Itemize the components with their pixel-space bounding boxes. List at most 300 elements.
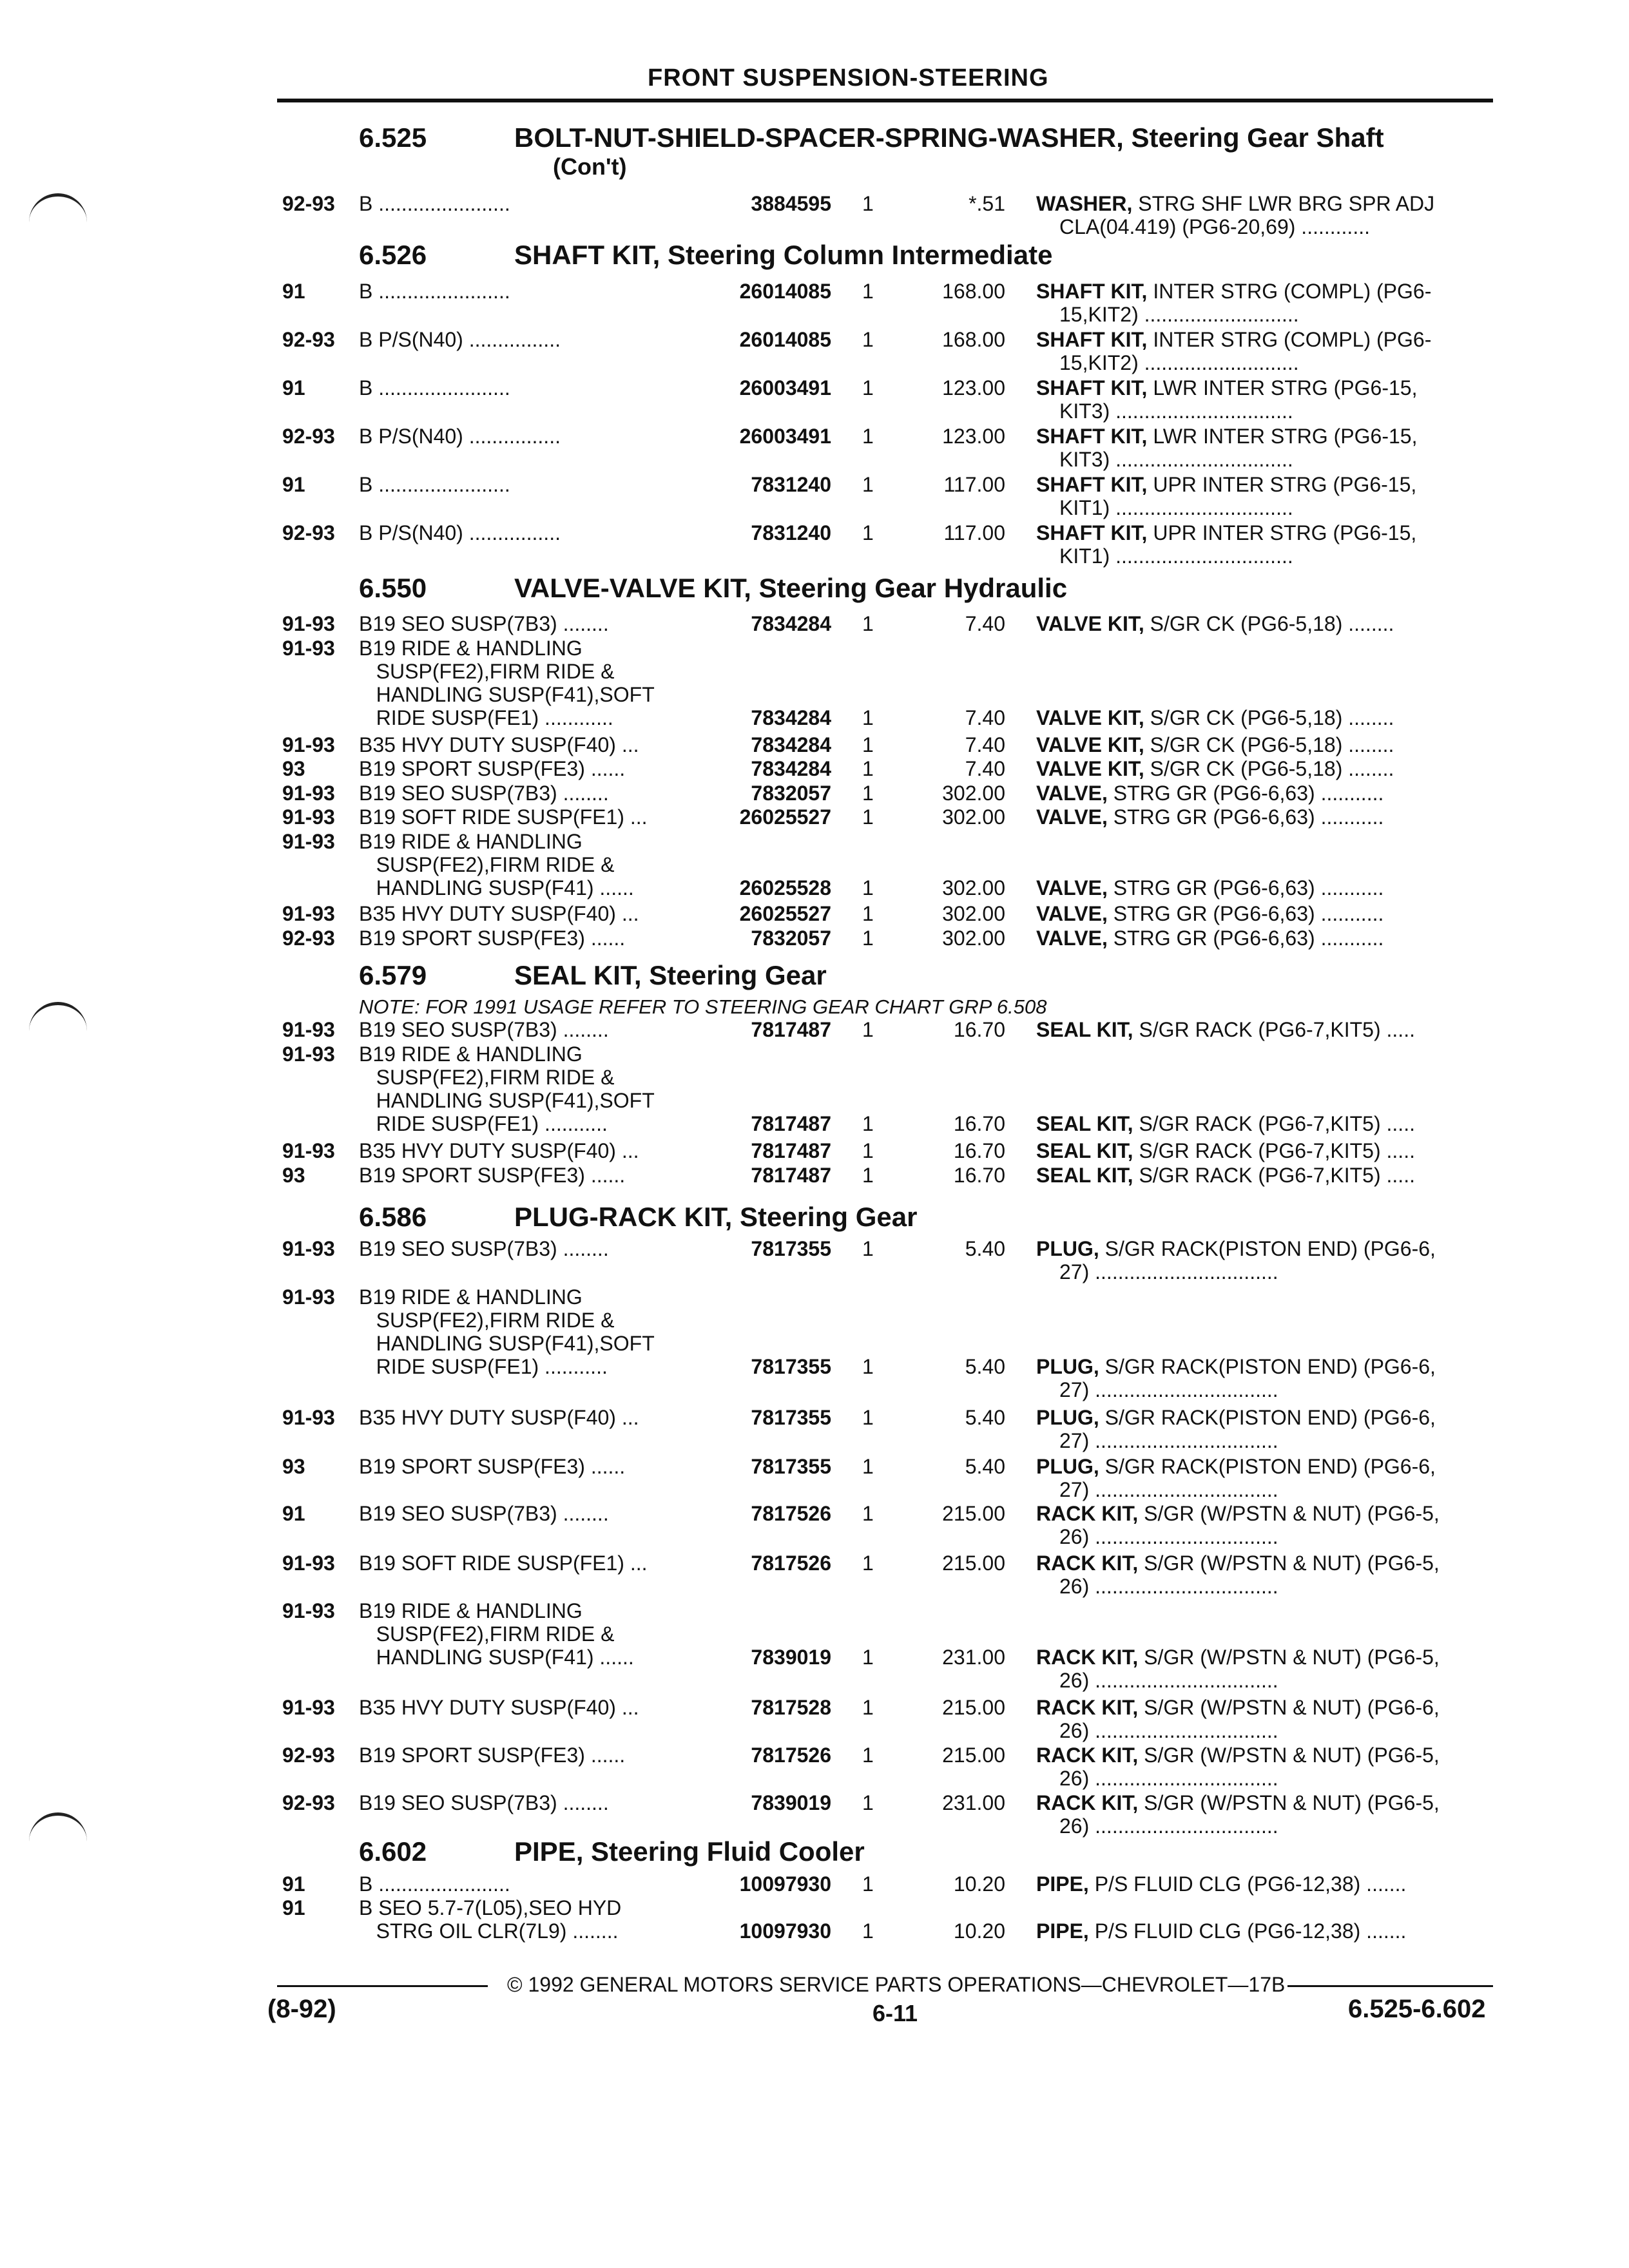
part-name: RACK KIT, [1036, 1744, 1139, 1767]
application-line: B35 HVY DUTY SUSP(F40) ... [359, 902, 639, 925]
part-description-line [1036, 473, 1416, 496]
application-line: B ....................... [359, 280, 510, 303]
price: 215.00 [942, 1744, 1005, 1767]
model-year: 93 [282, 757, 305, 780]
application-line: B19 SEO SUSP(7B3) ........ [359, 782, 609, 805]
section-title: PLUG-RACK KIT, Steering Gear [514, 1202, 918, 1232]
part-number: 26014085 [739, 328, 831, 351]
part-detail: S/GR (W/PSTN & NUT) (PG6-6, [1138, 1696, 1440, 1719]
footer-section-range: 6.525-6.602 [1348, 1995, 1486, 2023]
part-detail: CLA(04.419) (PG6-20,69) ............ [1059, 215, 1370, 238]
table-row [0, 1896, 1629, 1948]
table-row [0, 1552, 1629, 1603]
footer-date: (8-92) [267, 1995, 336, 2023]
part-description [1036, 521, 1416, 568]
part-description-line [1036, 733, 1394, 756]
table-row [0, 1599, 1629, 1692]
section-header [0, 240, 1629, 278]
part-description [1036, 1112, 1415, 1135]
application-line: B ....................... [359, 192, 510, 215]
price: 5.40 [965, 1406, 1005, 1429]
part-description [1036, 1018, 1415, 1041]
quantity: 1 [862, 1406, 874, 1429]
part-name: VALVE, [1036, 876, 1108, 899]
application-line: B19 SOFT RIDE SUSP(FE1) ... [359, 1552, 648, 1575]
part-number: 7817355 [751, 1406, 831, 1429]
quantity: 1 [862, 902, 874, 925]
part-name: PLUG, [1036, 1406, 1099, 1429]
part-description-line [1036, 192, 1434, 215]
application-line: RIDE SUSP(FE1) ........... [359, 1112, 608, 1135]
part-name: VALVE KIT, [1036, 706, 1144, 729]
application-description [359, 1502, 609, 1525]
model-year: 91-93 [282, 902, 335, 925]
model-year: 91 [282, 1502, 305, 1525]
section-title: SEAL KIT, Steering Gear [514, 960, 827, 990]
application-description [359, 1696, 639, 1719]
application-line: B19 RIDE & HANDLING [359, 830, 583, 853]
part-description-line [1036, 1018, 1415, 1041]
part-number: 7839019 [751, 1646, 831, 1669]
section-header [0, 960, 1629, 999]
model-year: 91-93 [282, 1043, 335, 1066]
part-name: SEAL KIT, [1036, 1112, 1133, 1135]
part-number: 7832057 [751, 782, 831, 805]
part-detail: 26) ................................ [1059, 1575, 1278, 1598]
table-row [0, 192, 1629, 244]
table-row [0, 637, 1629, 729]
application-description [359, 927, 625, 950]
application-description [359, 805, 648, 829]
application-description [359, 328, 561, 351]
part-number: 7832057 [751, 927, 831, 950]
part-description-line [1036, 1378, 1436, 1401]
section-title: PIPE, Steering Fluid Cooler [514, 1836, 865, 1867]
price: 215.00 [942, 1502, 1005, 1525]
part-description [1036, 876, 1383, 899]
application-line: B35 HVY DUTY SUSP(F40) ... [359, 1139, 639, 1162]
model-year: 91-93 [282, 1139, 335, 1162]
part-description-line [1036, 1872, 1406, 1896]
price: 215.00 [942, 1552, 1005, 1575]
application-line: B19 RIDE & HANDLING [359, 1599, 583, 1622]
application-description [359, 1552, 648, 1575]
part-description-line [1036, 1791, 1440, 1814]
part-detail: S/GR (W/PSTN & NUT) (PG6-5, [1138, 1646, 1440, 1669]
part-description-line [1036, 1260, 1436, 1283]
model-year: 91-93 [282, 1696, 335, 1719]
model-year: 91 [282, 1896, 305, 1919]
price: 215.00 [942, 1696, 1005, 1719]
table-row [0, 1237, 1629, 1289]
part-description [1036, 1164, 1415, 1187]
copyright-line: © 1992 GENERAL MOTORS SERVICE PARTS OPERATIONS—CHEVROLET—17B [507, 1973, 1286, 1996]
part-description [1036, 473, 1416, 519]
part-name: VALVE, [1036, 805, 1108, 829]
quantity: 1 [862, 425, 874, 448]
section-title: SHAFT KIT, Steering Column Intermediate [514, 240, 1053, 270]
part-description [1036, 328, 1431, 374]
part-description [1036, 1872, 1406, 1896]
part-name: SHAFT KIT, [1036, 376, 1148, 399]
application-description [359, 782, 609, 805]
part-name: VALVE KIT, [1036, 757, 1144, 780]
part-description [1036, 1552, 1440, 1598]
part-description-line [1036, 425, 1417, 448]
part-number: 7817487 [751, 1164, 831, 1187]
model-year: 92-93 [282, 521, 335, 544]
price: 302.00 [942, 805, 1005, 829]
part-detail: 27) ................................ [1059, 1429, 1278, 1452]
model-year: 91 [282, 473, 305, 496]
part-description-line [1036, 215, 1434, 238]
application-description [359, 1285, 655, 1378]
application-line: B ....................... [359, 1872, 510, 1896]
part-detail: 27) ................................ [1059, 1260, 1278, 1283]
part-name: RACK KIT, [1036, 1791, 1139, 1814]
model-year: 91-93 [282, 733, 335, 756]
part-description-line [1036, 399, 1417, 423]
part-description-line [1036, 805, 1383, 829]
part-description [1036, 902, 1383, 925]
part-detail: S/GR CK (PG6-5,18) ........ [1144, 612, 1394, 635]
part-description [1036, 1237, 1436, 1283]
application-line: B19 SEO SUSP(7B3) ........ [359, 1502, 609, 1525]
part-description-line [1036, 1696, 1440, 1719]
part-description [1036, 706, 1394, 729]
part-name: PIPE, [1036, 1872, 1089, 1896]
table-row [0, 1791, 1629, 1843]
application-description [359, 637, 655, 729]
part-description [1036, 425, 1417, 471]
section-number: 6.525 [359, 122, 427, 153]
part-description-line [1036, 376, 1417, 399]
table-row [0, 425, 1629, 476]
application-line: SUSP(FE2),FIRM RIDE & [359, 1309, 615, 1332]
model-year: 92-93 [282, 927, 335, 950]
part-detail: S/GR (W/PSTN & NUT) (PG6-5, [1138, 1552, 1440, 1575]
part-number: 7817526 [751, 1552, 831, 1575]
quantity: 1 [862, 1502, 874, 1525]
section-continued: (Con't) [553, 153, 627, 180]
application-line: B ....................... [359, 473, 510, 496]
application-line: B35 HVY DUTY SUSP(F40) ... [359, 1406, 639, 1429]
part-number: 7817528 [751, 1696, 831, 1719]
part-name: SHAFT KIT, [1036, 280, 1148, 303]
part-detail: LWR INTER STRG (PG6-15, [1147, 425, 1418, 448]
model-year: 91 [282, 280, 305, 303]
price: 117.00 [943, 473, 1005, 496]
section-header [0, 122, 1629, 180]
price: 5.40 [965, 1237, 1005, 1260]
part-detail: S/GR CK (PG6-5,18) ........ [1144, 757, 1394, 780]
quantity: 1 [862, 376, 874, 399]
part-number: 26025528 [739, 876, 831, 899]
part-description-line [1036, 1355, 1436, 1378]
application-line: B19 SEO SUSP(7B3) ........ [359, 612, 609, 635]
quantity: 1 [862, 927, 874, 950]
model-year: 91-93 [282, 1285, 335, 1309]
part-detail: 26) ................................ [1059, 1669, 1278, 1692]
price: 302.00 [942, 782, 1005, 805]
application-line: B19 SPORT SUSP(FE3) ...... [359, 757, 626, 780]
table-row [0, 1502, 1629, 1553]
part-description-line [1036, 521, 1416, 544]
application-line: RIDE SUSP(FE1) ........... [359, 1355, 608, 1378]
part-description-line [1036, 328, 1431, 351]
part-number: 10097930 [739, 1919, 831, 1943]
application-line: SUSP(FE2),FIRM RIDE & [359, 853, 615, 876]
application-line: HANDLING SUSP(F41),SOFT [359, 1332, 655, 1355]
section-title: BOLT-NUT-SHIELD-SPACER-SPRING-WASHER, Steering Gear Shaft [514, 122, 1384, 153]
price: 302.00 [942, 876, 1005, 899]
application-description [359, 1599, 634, 1669]
part-number: 7834284 [751, 733, 831, 756]
price: 16.70 [953, 1112, 1005, 1135]
application-description [359, 280, 510, 303]
part-description-line [1036, 1455, 1436, 1478]
part-detail: 27) ................................ [1059, 1478, 1278, 1501]
price: 123.00 [942, 376, 1005, 399]
part-detail: KIT3) ............................... [1059, 399, 1293, 423]
part-detail: S/GR RACK(PISTON END) (PG6-6, [1099, 1406, 1436, 1429]
part-name: VALVE, [1036, 927, 1108, 950]
section-number: 6.586 [359, 1202, 427, 1232]
table-row [0, 1285, 1629, 1401]
application-line: B19 SEO SUSP(7B3) ........ [359, 1237, 609, 1260]
part-description [1036, 1455, 1436, 1501]
application-line: HANDLING SUSP(F41) ...... [359, 876, 634, 899]
table-row [0, 1744, 1629, 1795]
part-description-line [1036, 496, 1416, 519]
part-description [1036, 1696, 1440, 1742]
part-description [1036, 1919, 1406, 1943]
part-description-line [1036, 1237, 1436, 1260]
application-line: SUSP(FE2),FIRM RIDE & [359, 1622, 615, 1646]
part-detail: 27) ................................ [1059, 1378, 1278, 1401]
part-detail: S/GR RACK (PG6-7,KIT5) ..... [1133, 1112, 1415, 1135]
application-line: B P/S(N40) ................ [359, 425, 561, 448]
table-row [0, 830, 1629, 899]
part-description [1036, 733, 1394, 756]
application-description [359, 425, 561, 448]
part-number: 7834284 [751, 706, 831, 729]
application-line: B19 SPORT SUSP(FE3) ...... [359, 1744, 626, 1767]
part-detail: S/GR (W/PSTN & NUT) (PG6-5, [1138, 1502, 1440, 1525]
part-detail: STRG GR (PG6-6,63) ........... [1107, 805, 1384, 829]
part-description [1036, 782, 1383, 805]
price: 231.00 [942, 1791, 1005, 1814]
application-description [359, 757, 625, 780]
part-description-line [1036, 1719, 1440, 1742]
part-description-line [1036, 1406, 1436, 1429]
application-line: B19 SPORT SUSP(FE3) ...... [359, 1455, 626, 1478]
application-line: B19 SEO SUSP(7B3) ........ [359, 1791, 609, 1814]
section-number: 6.602 [359, 1836, 427, 1867]
part-description-line [1036, 1552, 1440, 1575]
part-description-line [1036, 280, 1431, 303]
part-description-line [1036, 782, 1383, 805]
price: 7.40 [965, 733, 1005, 756]
application-line: HANDLING SUSP(F41),SOFT [359, 1089, 655, 1112]
price: 7.40 [965, 612, 1005, 635]
application-description [359, 521, 561, 544]
part-description-line [1036, 303, 1431, 326]
model-year: 91-93 [282, 1599, 335, 1622]
price: 302.00 [942, 902, 1005, 925]
part-detail: KIT1) ............................... [1059, 496, 1293, 519]
quantity: 1 [862, 1646, 874, 1669]
part-name: SEAL KIT, [1036, 1018, 1133, 1041]
quantity: 1 [862, 1018, 874, 1041]
application-description [359, 1043, 655, 1135]
part-description-line [1036, 1112, 1415, 1135]
part-description-line [1036, 448, 1417, 471]
part-name: VALVE, [1036, 902, 1108, 925]
application-line: SUSP(FE2),FIRM RIDE & [359, 1066, 615, 1089]
application-line: B19 SPORT SUSP(FE3) ...... [359, 927, 626, 950]
part-detail: 26) ................................ [1059, 1525, 1278, 1548]
part-detail: S/GR RACK(PISTON END) (PG6-6, [1099, 1455, 1436, 1478]
price: *.51 [969, 192, 1005, 215]
quantity: 1 [862, 706, 874, 729]
table-row [0, 1696, 1629, 1747]
application-line: B19 SOFT RIDE SUSP(FE1) ... [359, 805, 648, 829]
part-description [1036, 280, 1431, 326]
footer-rule-left [277, 1985, 488, 1987]
application-description [359, 902, 639, 925]
part-description [1036, 612, 1394, 635]
part-description-line [1036, 757, 1394, 780]
section-header [0, 1202, 1629, 1240]
part-detail: S/GR CK (PG6-5,18) ........ [1144, 706, 1394, 729]
part-number: 7831240 [751, 521, 831, 544]
part-detail: INTER STRG (COMPL) (PG6- [1147, 280, 1432, 303]
application-description [359, 473, 510, 496]
part-detail: S/GR CK (PG6-5,18) ........ [1144, 733, 1394, 756]
quantity: 1 [862, 1919, 874, 1943]
part-description-line [1036, 706, 1394, 729]
model-year: 92-93 [282, 425, 335, 448]
part-description-line [1036, 351, 1431, 374]
part-description [1036, 192, 1434, 238]
model-year: 92-93 [282, 1791, 335, 1814]
section-title: VALVE-VALVE KIT, Steering Gear Hydraulic [514, 573, 1068, 603]
footer-page-number: 6-11 [872, 2000, 918, 2026]
part-description-line [1036, 544, 1416, 568]
part-name: SHAFT KIT, [1036, 473, 1148, 496]
table-row [0, 1406, 1629, 1457]
application-line: HANDLING SUSP(F41),SOFT [359, 683, 655, 706]
part-number: 10097930 [739, 1872, 831, 1896]
part-description-line [1036, 1478, 1436, 1501]
part-description-line [1036, 1767, 1440, 1790]
application-line: HANDLING SUSP(F41) ...... [359, 1646, 634, 1669]
quantity: 1 [862, 192, 874, 215]
part-name: PLUG, [1036, 1455, 1099, 1478]
application-line: B19 SPORT SUSP(FE3) ...... [359, 1164, 626, 1187]
section-number: 6.579 [359, 960, 427, 990]
application-description [359, 1896, 621, 1943]
part-number: 7834284 [751, 757, 831, 780]
part-number: 7817487 [751, 1018, 831, 1041]
application-line: B35 HVY DUTY SUSP(F40) ... [359, 733, 639, 756]
part-description [1036, 757, 1394, 780]
application-description [359, 612, 609, 635]
price: 16.70 [953, 1164, 1005, 1187]
quantity: 1 [862, 1237, 874, 1260]
part-number: 26025527 [739, 902, 831, 925]
price: 168.00 [942, 280, 1005, 303]
quantity: 1 [862, 280, 874, 303]
quantity: 1 [862, 1696, 874, 1719]
part-detail: S/GR RACK (PG6-7,KIT5) ..... [1133, 1164, 1415, 1187]
header-rule [277, 99, 1493, 102]
application-description [359, 1744, 625, 1767]
quantity: 1 [862, 1139, 874, 1162]
part-detail: 26) ................................ [1059, 1719, 1278, 1742]
part-detail: P/S FLUID CLG (PG6-12,38) ....... [1088, 1872, 1407, 1896]
part-description-line [1036, 1502, 1440, 1525]
part-description-line [1036, 902, 1383, 925]
model-year: 93 [282, 1164, 305, 1187]
price: 5.40 [965, 1355, 1005, 1378]
price: 10.20 [953, 1919, 1005, 1943]
application-line: SUSP(FE2),FIRM RIDE & [359, 660, 615, 683]
application-line: B P/S(N40) ................ [359, 521, 561, 544]
part-description-line [1036, 1669, 1440, 1692]
part-description [1036, 1355, 1436, 1401]
application-line: RIDE SUSP(FE1) ............ [359, 706, 613, 729]
application-description [359, 192, 510, 215]
part-name: PLUG, [1036, 1237, 1099, 1260]
part-number: 7831240 [751, 473, 831, 496]
model-year: 91-93 [282, 782, 335, 805]
section-number: 6.550 [359, 573, 427, 603]
part-detail: LWR INTER STRG (PG6-15, [1147, 376, 1418, 399]
part-number: 7817526 [751, 1502, 831, 1525]
part-description [1036, 1502, 1440, 1548]
part-detail: S/GR (W/PSTN & NUT) (PG6-5, [1138, 1744, 1440, 1767]
table-row [0, 280, 1629, 331]
price: 7.40 [965, 757, 1005, 780]
part-name: VALVE, [1036, 782, 1108, 805]
quantity: 1 [862, 1355, 874, 1378]
table-row [0, 521, 1629, 573]
price: 16.70 [953, 1018, 1005, 1041]
application-line: B P/S(N40) ................ [359, 328, 561, 351]
price: 302.00 [942, 927, 1005, 950]
part-number: 26003491 [739, 376, 831, 399]
part-number: 26003491 [739, 425, 831, 448]
part-number: 26025527 [739, 805, 831, 829]
part-detail: STRG SHF LWR BRG SPR ADJ [1132, 192, 1435, 215]
part-detail: 26) ................................ [1059, 1767, 1278, 1790]
part-name: WASHER, [1036, 192, 1133, 215]
part-description-line [1036, 1139, 1415, 1162]
part-description [1036, 1406, 1436, 1452]
application-line: B ....................... [359, 376, 510, 399]
part-detail: KIT3) ............................... [1059, 448, 1293, 471]
application-line: B SEO 5.7-7(L05),SEO HYD [359, 1896, 622, 1919]
quantity: 1 [862, 612, 874, 635]
part-detail: P/S FLUID CLG (PG6-12,38) ....... [1088, 1919, 1407, 1943]
part-description [1036, 927, 1383, 950]
model-year: 92-93 [282, 192, 335, 215]
part-description-line [1036, 612, 1394, 635]
part-description-line [1036, 1814, 1440, 1838]
part-description-line [1036, 1525, 1440, 1548]
